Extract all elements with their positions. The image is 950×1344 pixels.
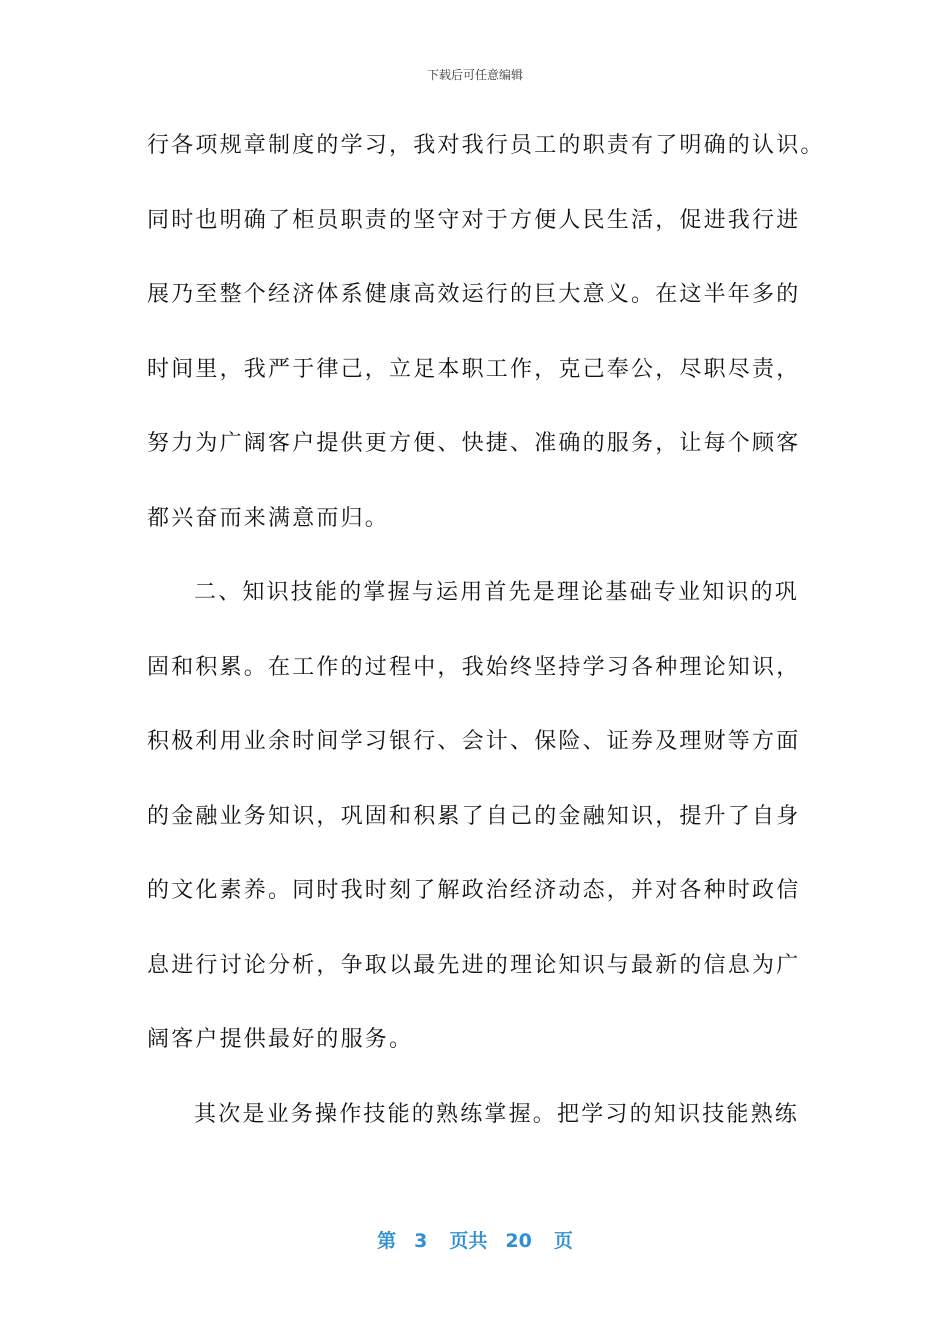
text-line: 展乃至整个经济体系健康高效运行的巨大意义。在这半年多的 [147, 282, 801, 307]
paragraph-start-line: 二、知识技能的掌握与运用首先是理论基础专业知识的巩 [194, 580, 800, 605]
footer-suffix: 页 [553, 1230, 573, 1252]
text-line: 固和积累。在工作的过程中，我始终坚持学习各种理论知识， [147, 654, 801, 680]
text-line: 阔客户提供最好的服务。 [147, 1027, 414, 1052]
text-line: 息进行讨论分析，争取以最先进的理论知识与最新的信息为广 [147, 952, 801, 978]
text-line: 努力为广阔客户提供更方便、快捷、准确的服务，让每个顾客 [147, 431, 801, 456]
page-footer [0, 1226, 950, 1253]
text-line: 的文化素养。同时我时刻了解政治经济动态，并对各种时政信 [147, 878, 801, 903]
current-page-number: 3 [414, 1230, 428, 1252]
paragraph-start-line: 其次是业务操作技能的熟练掌握。把学习的知识技能熟练 [194, 1101, 800, 1127]
footer-middle: 页共 [449, 1230, 488, 1252]
text-line: 都兴奋而来满意而归。 [147, 505, 390, 531]
footer-prefix: 第 [377, 1230, 397, 1252]
total-page-count: 20 [505, 1230, 532, 1252]
document-body [147, 120, 825, 1163]
text-line: 同时也明确了柜员职责的坚守对于方便人民生活，促进我行进 [147, 207, 801, 233]
text-line: 行各项规章制度的学习，我对我行员工的职责有了明确的认识。 [147, 133, 825, 158]
page-header: 下载后可任意编辑 [426, 68, 523, 82]
text-line: 的金融业务知识，巩固和积累了自己的金融知识，提升了自身 [147, 803, 801, 829]
text-line: 时间里，我严于律己，立足本职工作，克己奉公，尽职尽责， [147, 356, 801, 382]
text-line: 积极利用业余时间学习银行、会计、保险、证券及理财等方面 [147, 729, 801, 754]
